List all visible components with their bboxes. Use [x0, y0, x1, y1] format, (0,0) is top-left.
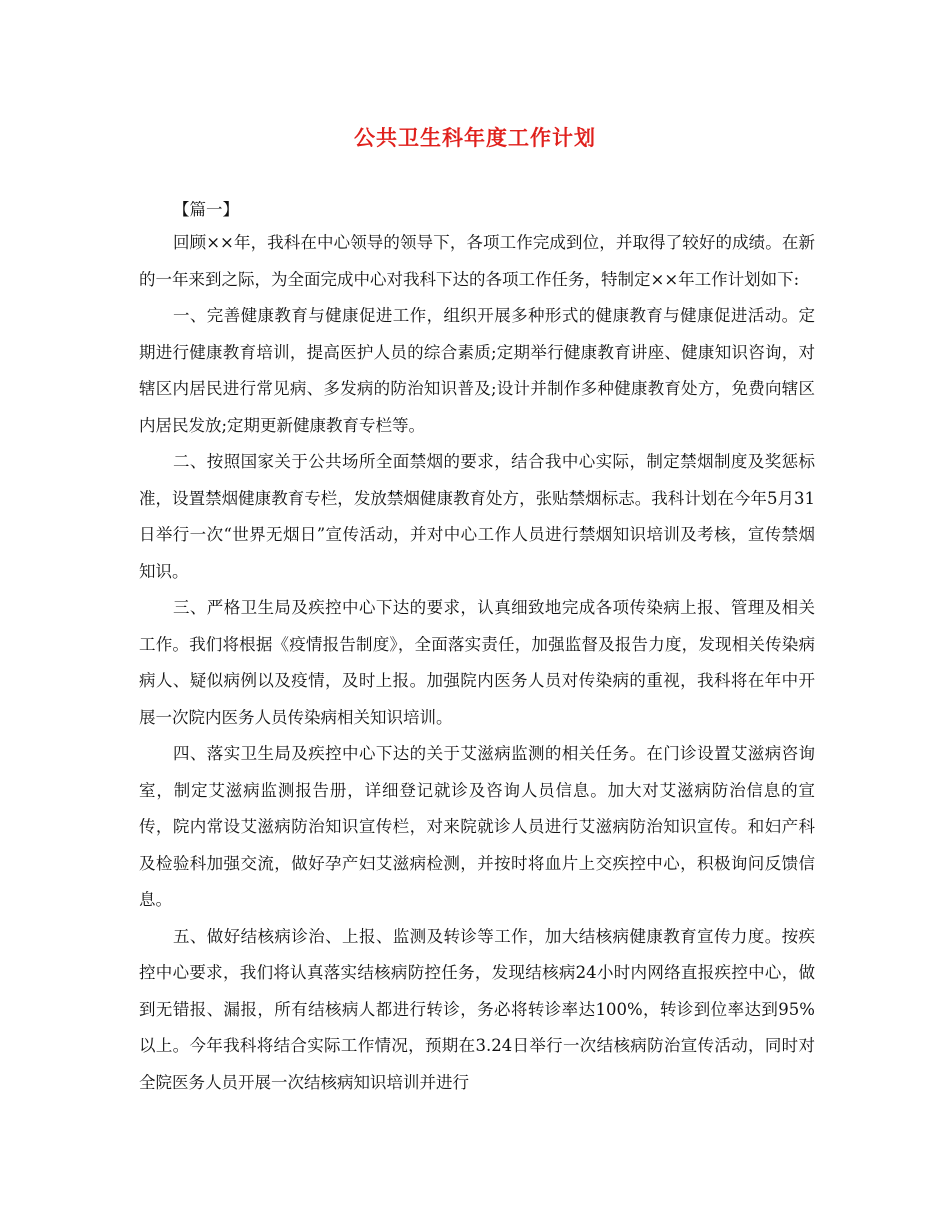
- paragraph-item-2: 二、按照国家关于公共场所全面禁烟的要求，结合我中心实际，制定禁烟制度及奖惩标准，设置禁烟健康教育专栏，发放禁烟健康教育处方，张贴禁烟标志。我科计划在今年5月31日举行一次“世界无烟日”宣传活动，并对中心工作人员进行禁烟知识培训及考核，宣传禁烟知识。: [139, 452, 815, 581]
- paragraph-item-1: 一、完善健康教育与健康促进工作，组织开展多种形式的健康教育与健康促进活动。定期进行健康教育培训，提高医护人员的综合素质;定期举行健康教育讲座、健康知识咨询，对辖区内居民进行常见病、多发病的防治知识普及;设计并制作多种健康教育处方，免费向辖区内居民发放;定期更新健康教育专栏等。: [139, 306, 815, 435]
- paragraph-intro: 回顾××年，我科在中心领导的领导下，各项工作完成到位，并取得了较好的成绩。在新的一年来到之际，为全面完成中心对我科下达的各项工作任务，特制定××年工作计划如下:: [139, 233, 815, 289]
- document-body: [139, 194, 815, 1101]
- section-label: 【篇一】: [173, 200, 239, 219]
- paragraph-item-3: 三、严格卫生局及疾控中心下达的要求，认真细致地完成各项传染病上报、管理及相关工作。我们将根据《疫情报告制度》，全面落实责任，加强监督及报告力度，发现相关传染病病人、疑似病例以及疫情，及时上报。加强院内医务人员对传染病的重视，我科将在年中开展一次院内医务人员传染病相关知识培训。: [139, 598, 815, 727]
- document-title: 公共卫生科年度工作计划: [354, 126, 596, 150]
- paragraph-item-5: 五、做好结核病诊治、上报、监测及转诊等工作，加大结核病健康教育宣传力度。按疾控中心要求，我们将认真落实结核病防控任务，发现结核病24小时内网络直报疾控中心，做到无错报、漏报，所有结核病人都进行转诊，务必将转诊率达100%，转诊到位率达到95%以上。今年我科将结合实际工作情况，预期在3.24日举行一次结核病防治宣传活动，同时对全院医务人员开展一次结核病知识培训并进行: [139, 926, 815, 1092]
- paragraph-item-4: 四、落实卫生局及疾控中心下达的关于艾滋病监测的相关任务。在门诊设置艾滋病咨询室，制定艾滋病监测报告册，详细登记就诊及咨询人员信息。加大对艾滋病防治信息的宣传，院内常设艾滋病防治知识宣传栏，对来院就诊人员进行艾滋病防治知识宣传。和妇产科及检验科加强交流，做好孕产妇艾滋病检测，并按时将血片上交疾控中心，积极询问反馈信息。: [139, 744, 815, 909]
